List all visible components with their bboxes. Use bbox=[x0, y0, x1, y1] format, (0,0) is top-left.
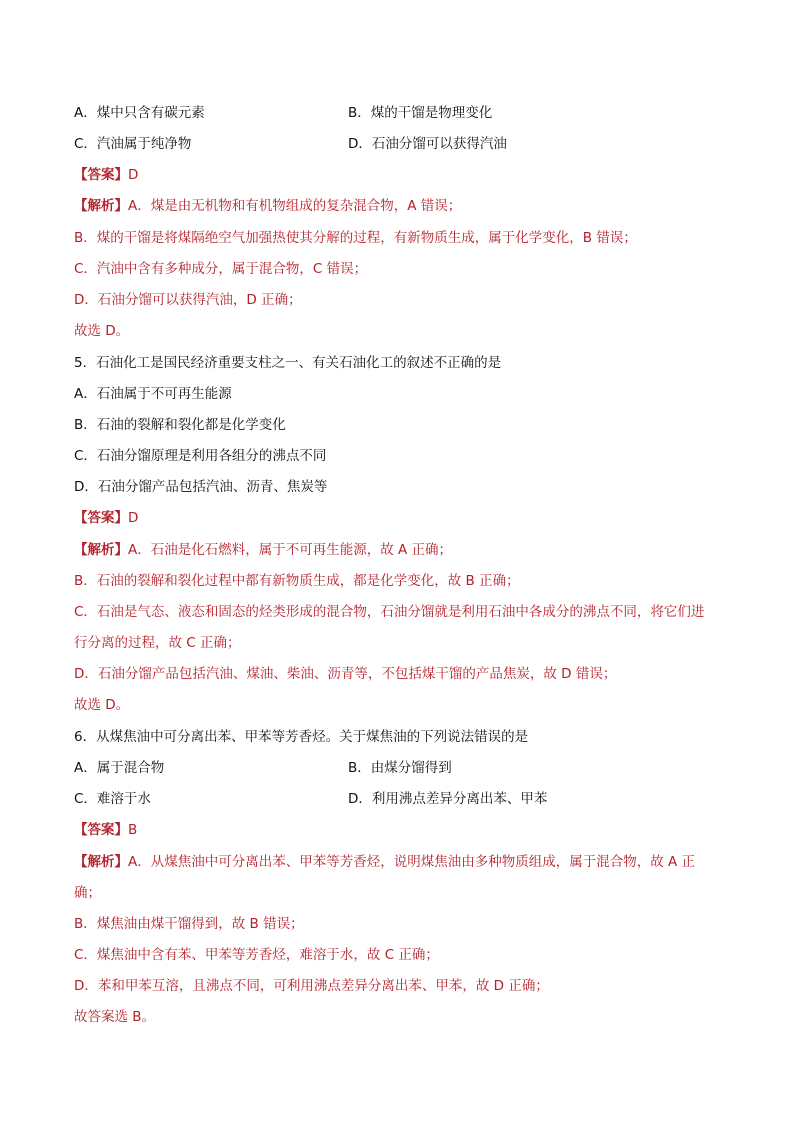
analysis-text: A．石油是化石燃料，属于不可再生能源，故 A 正确； bbox=[128, 542, 453, 558]
analysis-label: 【解析】 bbox=[74, 198, 128, 214]
q4-analysis-line-2: B．煤的干馏是将煤隔绝空气加强热使其分解的过程，有新物质生成，属于化学变化，B 错误； bbox=[74, 230, 637, 246]
analysis-label: 【解析】 bbox=[74, 854, 128, 870]
q6-analysis-line-4: C．煤焦油中含有苯、甲苯等芳香烃，难溶于水，故 C 正确； bbox=[74, 947, 439, 963]
q5-analysis-line-3: C．石油是气态、液态和固态的烃类形成的混合物，石油分馏就是利用石油中各成分的沸点不同，将它们进 bbox=[74, 604, 705, 620]
q5-option-a: A．石油属于不可再生能源 bbox=[74, 386, 232, 402]
q6-option-b: B．由煤分馏得到 bbox=[348, 760, 452, 776]
q4-option-b: B．煤的干馏是物理变化 bbox=[348, 105, 493, 121]
q5-option-b: B．石油的裂解和裂化都是化学变化 bbox=[74, 417, 286, 433]
q5-analysis-line-2: B．石油的裂解和裂化过程中都有新物质生成，都是化学变化，故 B 正确； bbox=[74, 573, 520, 589]
q6-analysis-line-1 bbox=[74, 852, 734, 872]
q4-analysis-line-1 bbox=[74, 196, 734, 216]
q6-analysis-line-2: 确； bbox=[74, 885, 101, 901]
q4-analysis-line-3: C．汽油中含有多种成分，属于混合物，C 错误； bbox=[74, 261, 368, 277]
q4-conclusion: 故选 D。 bbox=[74, 323, 130, 339]
q5-conclusion: 故选 D。 bbox=[74, 697, 130, 713]
q6-option-a: A．属于混合物 bbox=[74, 760, 165, 776]
analysis-text: A．煤是由无机物和有机物组成的复杂混合物，A 错误； bbox=[128, 198, 462, 214]
answer-label: 【答案】 bbox=[74, 822, 128, 838]
q5-answer bbox=[74, 508, 734, 528]
q5-analysis-line-4: 行分离的过程，故 C 正确； bbox=[74, 635, 241, 651]
q5-option-d: D．石油分馏产品包括汽油、沥青、焦炭等 bbox=[74, 479, 328, 495]
answer-label: 【答案】 bbox=[74, 510, 128, 526]
q4-analysis-line-4: D．石油分馏可以获得汽油，D 正确； bbox=[74, 292, 302, 308]
q6-option-d: D．利用沸点差异分离出苯、甲苯 bbox=[348, 791, 548, 807]
q4-answer bbox=[74, 165, 734, 185]
q4-option-a: A．煤中只含有碳元素 bbox=[74, 105, 205, 121]
q5-analysis-line-1 bbox=[74, 540, 734, 560]
q6-option-c: C．难溶于水 bbox=[74, 791, 151, 807]
q6-analysis-line-5: D．苯和甲苯互溶，且沸点不同，可利用沸点差异分离出苯、甲苯，故 D 正确； bbox=[74, 978, 549, 994]
answer-value: D bbox=[128, 510, 139, 526]
q6-answer bbox=[74, 820, 734, 840]
q5-stem: 5．石油化工是国民经济重要支柱之一、有关石油化工的叙述不正确的是 bbox=[74, 355, 502, 371]
answer-value: D bbox=[128, 167, 139, 183]
q6-stem: 6．从煤焦油中可分离出苯、甲苯等芳香烃。关于煤焦油的下列说法错误的是 bbox=[74, 729, 529, 745]
q5-option-c: C．石油分馏原理是利用各组分的沸点不同 bbox=[74, 448, 327, 464]
q4-option-c: C．汽油属于纯净物 bbox=[74, 136, 192, 152]
answer-label: 【答案】 bbox=[74, 167, 128, 183]
q6-analysis-line-3: B．煤焦油由煤干馏得到，故 B 错误； bbox=[74, 916, 304, 932]
q6-conclusion: 故答案选 B。 bbox=[74, 1009, 156, 1025]
analysis-label: 【解析】 bbox=[74, 542, 128, 558]
analysis-text: A．从煤焦油中可分离出苯、甲苯等芳香烃，说明煤焦油由多种物质组成，属于混合物，故 A 正 bbox=[128, 854, 696, 870]
q5-analysis-line-5: D．石油分馏产品包括汽油、煤油、柴油、沥青等，不包括煤干馏的产品焦炭，故 D 错误； bbox=[74, 666, 617, 682]
q4-option-d: D．石油分馏可以获得汽油 bbox=[348, 136, 507, 152]
answer-value: B bbox=[128, 822, 138, 838]
